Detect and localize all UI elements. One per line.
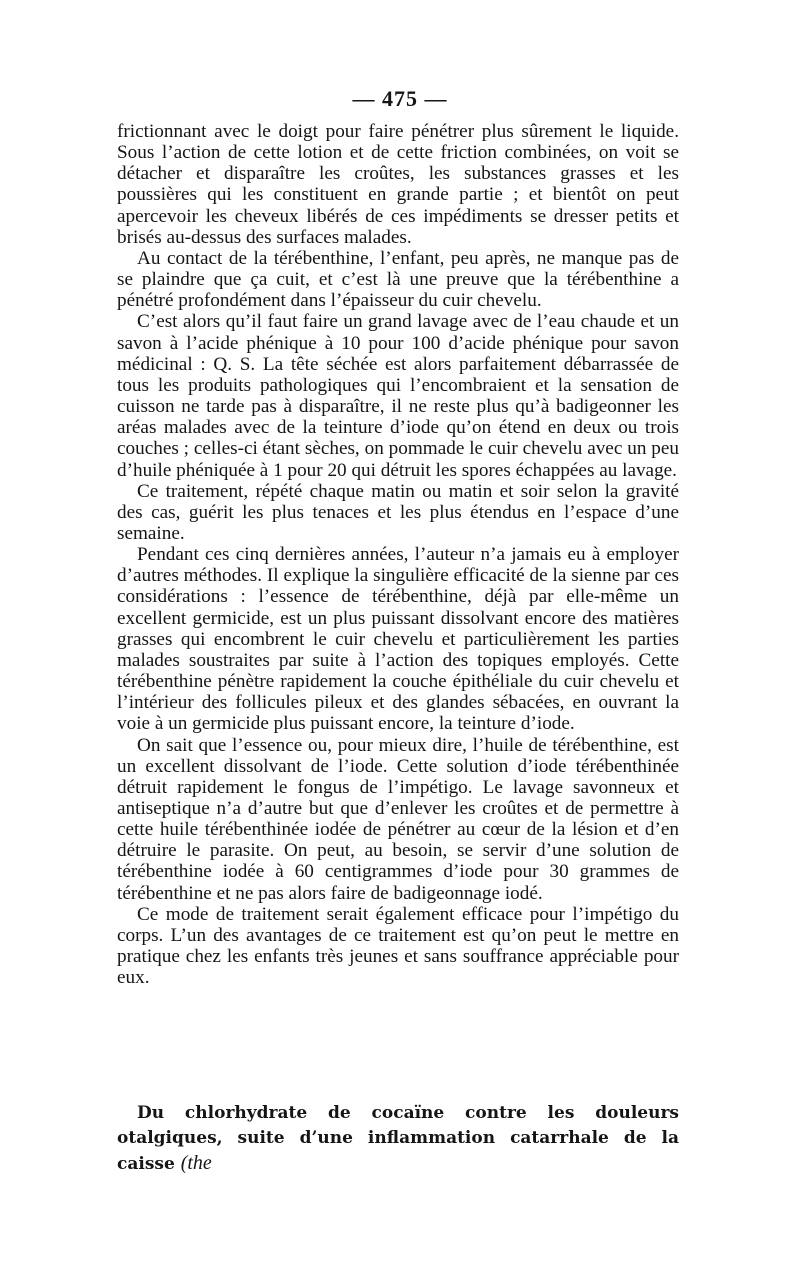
paragraph-3: C’est alors qu’il faut faire un grand lavage avec de l’eau chaude et un savon à l’acide phénique à 10 pour 100 d’acide phénique pour savon médicinal : Q. S. La tête séchée est alors parfaitement débarrassée de tous les produits pathologiques qui l’encombraient et la sensation de cuisson ne tarde pas à disparaître, il ne reste plus qu’à badigeonner les aréas malades avec de la teinture d’iode qu’on étend en deux ou trois couches ; celles-ci étant sèches, on pommade le cuir chevelu avec un peu d’huile phéniquée à 1 pour 20 qui détruit les spores échappées au lavage.: [117, 311, 679, 481]
paragraph-7: Ce mode de traitement serait également efficace pour l’impétigo du corps. L’un des avantages de ce traitement est qu’on peut le mettre en pratique chez les enfants très jeunes et sans souffrance appréciable pour eux.: [117, 903, 679, 989]
paragraph-5: Pendant ces cinq dernières années, l’auteur n’a jamais eu à employer d’autres méthodes. Il explique la singulière efficacité de la sienne par ces considérations : l’essence de térébenthine, déjà par elle-même un excellent germicide, est un plus puissant dissolvant encore des matières grasses qui encombrent le cuir chevelu et particulièrement les parties malades soustraites par suite à l’action des topiques employés. Cette térébenthine pénètre rapidement la couche épithéliale du cuir chevelu et l’intérieur des follicules pileux et des glandes sébacées, en ouvrant la voie à un germicide plus puissant encore, la teinture d’iode.: [117, 544, 679, 735]
body-text: [117, 121, 679, 988]
paragraph-4: Ce traitement, répété chaque matin ou matin et soir selon la gravité des cas, guérit les plus tenaces et les plus étendus en l’espace d’une semaine.: [117, 480, 679, 544]
section-heading-title: Du chlorhydrate de cocaïne contre les douleurs otalgiques, suite d’une inflammation catarrhale de la caisse: [117, 1103, 679, 1174]
paragraph-2: Au contact de la térébenthine, l’enfant, peu après, ne manque pas de se plaindre que ça cuit, et c’est là une preuve que la térébenthine a pénétré profondément dans l’épaisseur du cuir chevelu.: [117, 247, 679, 312]
page-number: — 475 —: [352, 86, 448, 111]
paragraph-6: On sait que l’essence ou, pour mieux dire, l’huile de térébenthine, est un excellent dissolvant de l’iode. Cette solution d’iode térébenthinée détruit rapidement le fongus de l’impétigo. Le lavage savonneux et antiseptique n’a d’autre but que d’enlever les croûtes et de permettre à cette huile térébenthinée iodée de pénétrer au cœur de la lésion et d’en détruire le parasite. On peut, au besoin, se servir d’une solution de térébenthine iodée à 60 centigrammes d’iode pour 30 grammes de térébenthine et ne pas alors faire de badigeonnage iodé.: [117, 734, 679, 904]
section-heading-continuation: (the: [180, 1152, 212, 1174]
paragraph-1: frictionnant avec le doigt pour faire pénétrer plus sûrement le liquide. Sous l’action de cette lotion et de cette friction combinées, on voit se détacher et disparaître les croûtes, les substances grasses et les poussières qui les constituent en grande partie ; et bientôt on peut apercevoir les cheveux libérés de ces impédiments se dresser petits et brisés au-dessus des surfaces malades.: [117, 121, 679, 248]
section-heading: [117, 1101, 679, 1177]
